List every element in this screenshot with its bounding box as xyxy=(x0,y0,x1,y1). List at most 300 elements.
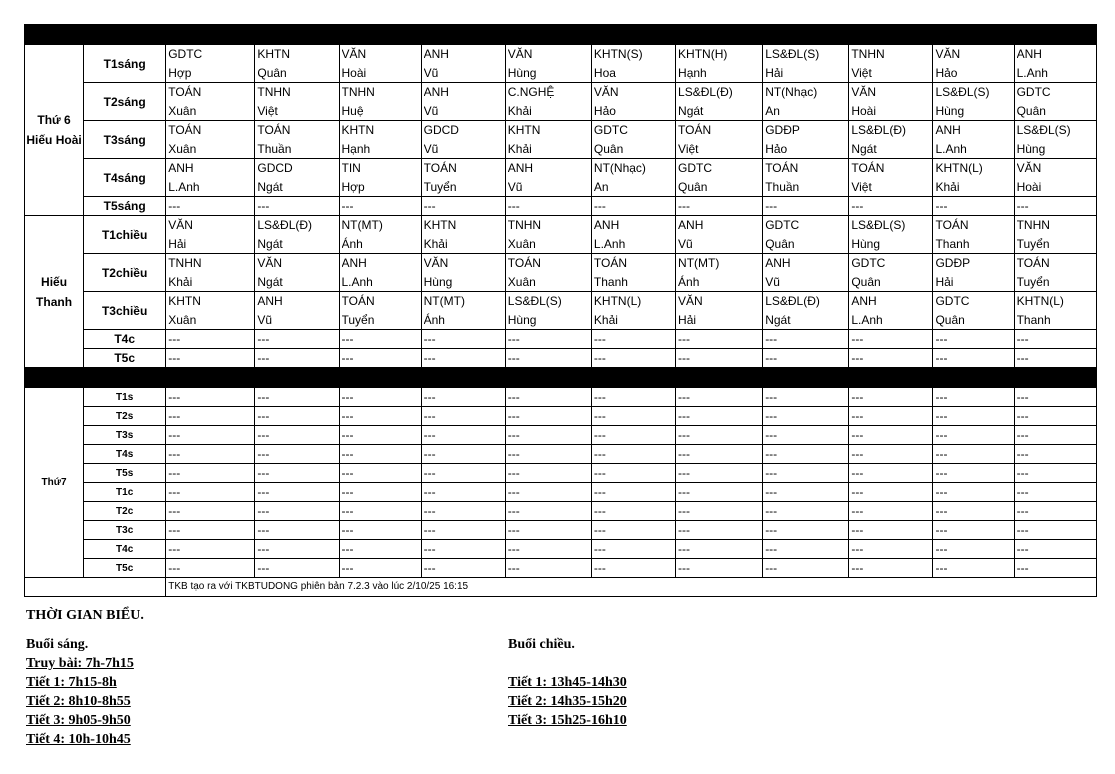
subject-name: --- xyxy=(851,351,864,365)
teacher-name: Hảo xyxy=(765,141,788,156)
subject-name: --- xyxy=(765,428,778,442)
subject-name: LS&ĐL(S) xyxy=(1016,123,1071,137)
subject-cell xyxy=(676,521,763,540)
subject-cell xyxy=(763,254,849,292)
subject-name: --- xyxy=(765,466,778,480)
subject-name: TNHN xyxy=(341,85,375,99)
teacher-name: Hải xyxy=(678,312,697,327)
teacher-name: Khải xyxy=(593,312,618,327)
table-row xyxy=(25,121,1097,159)
subject-name: --- xyxy=(423,351,436,365)
subject-name: --- xyxy=(168,523,181,537)
subject-name: --- xyxy=(257,523,270,537)
subject-name: --- xyxy=(1016,409,1029,423)
teacher-name: Hải xyxy=(168,236,187,251)
time-slot: Tiết 1: 13h45-14h30 xyxy=(508,675,627,690)
subject-cell xyxy=(255,464,339,483)
subject-cell xyxy=(676,445,763,464)
subject-cell xyxy=(763,388,849,407)
subject-name: --- xyxy=(168,542,181,556)
subject-cell xyxy=(763,407,849,426)
table-row xyxy=(25,464,1097,483)
subject-name: LS&ĐL(Đ) xyxy=(678,85,733,99)
subject-cell xyxy=(763,502,849,521)
day-label: Thứ 6 Hiếu Hoài xyxy=(25,45,84,216)
subject-name: VĂN xyxy=(593,85,619,99)
table-row xyxy=(25,330,1097,349)
subject-name: LS&ĐL(S) xyxy=(851,218,906,232)
subject-name: --- xyxy=(935,466,948,480)
subject-name: --- xyxy=(935,447,948,461)
subject-cell xyxy=(166,121,255,159)
subject-cell xyxy=(763,45,849,83)
subject-cell xyxy=(505,388,591,407)
teacher-name: Ngát xyxy=(851,141,877,156)
subject-cell xyxy=(339,254,421,292)
teacher-name: L.Anh xyxy=(851,312,883,327)
subject-name: NT(MT) xyxy=(678,256,720,270)
subject-name: ANH xyxy=(678,218,704,232)
subject-name: --- xyxy=(1016,447,1029,461)
teacher-name: Tuyển xyxy=(341,312,375,327)
subject-name: ANH xyxy=(168,161,194,175)
subject-cell xyxy=(849,483,933,502)
subject-name: --- xyxy=(765,332,778,346)
subject-name: --- xyxy=(507,351,520,365)
subject-name: --- xyxy=(765,542,778,556)
subject-name: KHTN xyxy=(507,123,541,137)
teacher-name: Ánh xyxy=(678,274,700,289)
subject-name: --- xyxy=(1016,428,1029,442)
subject-cell xyxy=(591,216,675,254)
subject-cell xyxy=(591,349,675,368)
teacher-name: Ngát xyxy=(257,274,283,289)
teacher-name: Huệ xyxy=(341,103,364,118)
subject-cell xyxy=(505,216,591,254)
subject-name: LS&ĐL(S) xyxy=(935,85,990,99)
subject-name: --- xyxy=(341,199,354,213)
subject-cell xyxy=(933,45,1014,83)
teacher-name: Hoài xyxy=(1016,179,1042,194)
teacher-name: L.Anh xyxy=(341,274,373,289)
footer-blank xyxy=(25,578,166,597)
subject-name: NT(MT) xyxy=(341,218,383,232)
subject-name: GDTC xyxy=(168,47,203,61)
subject-name: GDTC xyxy=(593,123,628,137)
subject-cell xyxy=(591,159,675,197)
subject-name: --- xyxy=(851,485,864,499)
subject-name: TOÁN xyxy=(1016,256,1050,270)
subject-cell xyxy=(255,559,339,578)
subject-cell xyxy=(849,292,933,330)
period-label: T1s xyxy=(84,388,166,407)
subject-name: --- xyxy=(168,390,181,404)
teacher-name: Hùng xyxy=(423,274,453,289)
period-label: T2c xyxy=(84,502,166,521)
subject-name: --- xyxy=(168,351,181,365)
subject-cell xyxy=(339,197,421,216)
subject-cell xyxy=(849,540,933,559)
subject-name: --- xyxy=(257,504,270,518)
subject-name: --- xyxy=(257,447,270,461)
table-row xyxy=(25,483,1097,502)
subject-name: --- xyxy=(765,390,778,404)
subject-cell xyxy=(505,521,591,540)
subject-name: --- xyxy=(851,199,864,213)
subject-name: --- xyxy=(765,485,778,499)
subject-name: NT(Nhạc) xyxy=(593,161,646,175)
subject-name: --- xyxy=(1016,561,1029,575)
subject-name: --- xyxy=(935,428,948,442)
period-label: T5s xyxy=(84,464,166,483)
subject-name: --- xyxy=(935,523,948,537)
subject-name: KHTN xyxy=(168,294,201,308)
subject-cell xyxy=(849,426,933,445)
subject-name: --- xyxy=(168,447,181,461)
subject-cell xyxy=(255,483,339,502)
subject-cell xyxy=(763,483,849,502)
subject-cell xyxy=(255,426,339,445)
subject-cell xyxy=(591,121,675,159)
subject-name: --- xyxy=(507,199,520,213)
subject-name: --- xyxy=(257,542,270,556)
subject-cell xyxy=(339,559,421,578)
subject-cell xyxy=(849,45,933,83)
time-slot: Tiết 2: 14h35-15h20 xyxy=(508,694,627,709)
subject-cell xyxy=(933,502,1014,521)
teacher-name: Thuần xyxy=(765,179,800,194)
subject-cell xyxy=(676,502,763,521)
subject-name: --- xyxy=(341,351,354,365)
subject-name: --- xyxy=(935,351,948,365)
subject-name: --- xyxy=(341,504,354,518)
subject-name: TNHN xyxy=(507,218,542,232)
subject-cell xyxy=(166,426,255,445)
subject-cell xyxy=(339,445,421,464)
teacher-name: Quân xyxy=(851,274,881,289)
subject-cell xyxy=(1014,388,1096,407)
subject-cell xyxy=(339,502,421,521)
teacher-name: L.Anh xyxy=(593,236,626,251)
subject-cell xyxy=(763,521,849,540)
subject-name: --- xyxy=(507,523,520,537)
period-label: T3chiều xyxy=(84,292,166,330)
subject-name: --- xyxy=(593,504,606,518)
subject-name: ANH xyxy=(423,47,449,61)
subject-cell xyxy=(505,502,591,521)
subject-cell xyxy=(166,159,255,197)
teacher-name: Hùng xyxy=(507,65,537,80)
subject-cell xyxy=(505,254,591,292)
subject-cell xyxy=(166,464,255,483)
subject-cell xyxy=(676,45,763,83)
subject-name: TOÁN xyxy=(168,85,202,99)
afternoon-heading: Buổi chiều. xyxy=(508,637,575,652)
subject-cell xyxy=(339,121,421,159)
subject-name: --- xyxy=(423,447,436,461)
subject-name: ANH xyxy=(851,294,877,308)
subject-cell xyxy=(339,83,421,121)
subject-name: TOÁN xyxy=(507,256,541,270)
subject-name: --- xyxy=(678,561,691,575)
subject-cell xyxy=(849,216,933,254)
teacher-name: Ngát xyxy=(678,103,704,118)
subject-name: KHTN(S) xyxy=(593,47,643,61)
subject-name: --- xyxy=(168,561,181,575)
subject-name: --- xyxy=(507,504,520,518)
subject-cell xyxy=(421,216,505,254)
period-label: T1c xyxy=(84,483,166,502)
subject-cell xyxy=(676,388,763,407)
subject-cell xyxy=(166,197,255,216)
subject-cell xyxy=(166,216,255,254)
table-row xyxy=(25,254,1097,292)
subject-name: --- xyxy=(765,351,778,365)
subject-name: --- xyxy=(257,485,270,499)
subject-name: GDĐP xyxy=(935,256,971,270)
subject-name: --- xyxy=(507,332,520,346)
subject-name: KHTN(L) xyxy=(593,294,642,308)
subject-cell xyxy=(505,121,591,159)
subject-name: --- xyxy=(678,466,691,480)
subject-name: --- xyxy=(507,428,520,442)
subject-cell xyxy=(339,159,421,197)
subject-cell xyxy=(933,540,1014,559)
subject-name: --- xyxy=(423,504,436,518)
subject-cell xyxy=(933,483,1014,502)
subject-cell xyxy=(255,388,339,407)
subject-cell xyxy=(505,540,591,559)
subject-cell xyxy=(255,521,339,540)
subject-cell xyxy=(1014,445,1096,464)
teacher-name: Hạnh xyxy=(341,141,371,156)
table-row xyxy=(25,83,1097,121)
teacher-name: L.Anh xyxy=(1016,65,1048,80)
teacher-name: Quân xyxy=(257,65,287,80)
subject-name: VĂN xyxy=(1016,161,1042,175)
subject-cell xyxy=(849,407,933,426)
subject-cell xyxy=(255,45,339,83)
subject-cell xyxy=(763,159,849,197)
subject-cell xyxy=(255,159,339,197)
teacher-name: Thanh xyxy=(1016,312,1051,327)
subject-cell xyxy=(339,426,421,445)
teacher-name: Tuyển xyxy=(423,179,457,194)
subject-cell xyxy=(676,292,763,330)
subject-name: KHTN xyxy=(257,47,291,61)
subject-cell xyxy=(591,540,675,559)
subject-name: TOÁN xyxy=(935,218,969,232)
subject-name: LS&ĐL(S) xyxy=(765,47,820,61)
period-label: T5c xyxy=(84,349,166,368)
teacher-name: Xuân xyxy=(168,141,197,156)
subject-cell xyxy=(339,349,421,368)
teacher-name: L.Anh xyxy=(935,141,967,156)
subject-name: --- xyxy=(257,561,270,575)
subject-name: --- xyxy=(507,542,520,556)
subject-cell xyxy=(166,407,255,426)
time-slot: Tiết 1: 7h15-8h xyxy=(26,675,117,690)
period-label: T2s xyxy=(84,407,166,426)
subject-name: VĂN xyxy=(678,294,703,308)
time-slot: Tiết 4: 10h-10h45 xyxy=(26,732,131,747)
teacher-name: Thanh xyxy=(593,274,628,289)
subject-cell xyxy=(1014,559,1096,578)
teacher-name: Ánh xyxy=(341,236,363,251)
teacher-name: Quân xyxy=(678,179,708,194)
subject-name: VĂN xyxy=(935,47,961,61)
day-label: Hiếu Thanh xyxy=(25,216,84,368)
subject-name: --- xyxy=(341,561,354,575)
teacher-name: Thanh xyxy=(935,236,970,251)
subject-name: KHTN(L) xyxy=(1016,294,1064,308)
subject-name: --- xyxy=(851,409,864,423)
table-row xyxy=(25,159,1097,197)
subject-name: --- xyxy=(678,542,691,556)
subject-name: --- xyxy=(257,409,270,423)
separator-bar xyxy=(25,368,1097,388)
teacher-name: Xuân xyxy=(507,236,536,251)
subject-cell xyxy=(166,254,255,292)
subject-name: --- xyxy=(257,332,270,346)
subject-cell xyxy=(676,483,763,502)
subject-name: --- xyxy=(168,504,181,518)
subject-cell xyxy=(676,159,763,197)
teacher-name: Hạnh xyxy=(678,65,707,80)
subject-cell xyxy=(849,502,933,521)
subject-cell xyxy=(1014,521,1096,540)
subject-name: ANH xyxy=(341,256,367,270)
teacher-name: Hợp xyxy=(168,65,192,80)
subject-cell xyxy=(339,330,421,349)
subject-cell xyxy=(166,45,255,83)
subject-name: ANH xyxy=(1016,47,1042,61)
subject-name: --- xyxy=(593,542,606,556)
subject-cell xyxy=(421,83,505,121)
subject-cell xyxy=(676,464,763,483)
subject-cell xyxy=(933,292,1014,330)
subject-cell xyxy=(421,45,505,83)
subject-name: --- xyxy=(341,390,354,404)
subject-cell xyxy=(255,292,339,330)
subject-cell xyxy=(591,45,675,83)
subject-cell xyxy=(763,121,849,159)
subject-cell xyxy=(505,445,591,464)
subject-cell xyxy=(505,159,591,197)
table-row xyxy=(25,521,1097,540)
morning-times xyxy=(26,654,134,749)
subject-name: --- xyxy=(423,409,436,423)
subject-name: GDTC xyxy=(1016,85,1051,99)
subject-cell xyxy=(166,292,255,330)
subject-cell xyxy=(421,445,505,464)
subject-cell xyxy=(763,426,849,445)
subject-name: --- xyxy=(257,199,270,213)
subject-cell xyxy=(255,216,339,254)
subject-cell xyxy=(849,445,933,464)
subject-cell xyxy=(591,445,675,464)
subject-cell xyxy=(676,407,763,426)
teacher-name: Hoa xyxy=(593,65,616,80)
subject-cell xyxy=(421,254,505,292)
table-row xyxy=(25,197,1097,216)
subject-name: --- xyxy=(678,409,691,423)
subject-name: NT(Nhạc) xyxy=(765,85,818,99)
subject-name: GDTC xyxy=(935,294,970,308)
subject-name: --- xyxy=(423,332,436,346)
teacher-name: Hoài xyxy=(851,103,877,118)
period-label: T4c xyxy=(84,330,166,349)
subject-name: --- xyxy=(851,447,864,461)
subject-name: --- xyxy=(851,466,864,480)
subject-name: --- xyxy=(257,466,270,480)
subject-name: KHTN(H) xyxy=(678,47,728,61)
subject-name: --- xyxy=(1016,504,1029,518)
subject-cell xyxy=(421,388,505,407)
subject-cell xyxy=(933,83,1014,121)
subject-cell xyxy=(591,83,675,121)
subject-cell xyxy=(763,197,849,216)
subject-name: --- xyxy=(257,390,270,404)
subject-name: --- xyxy=(341,409,354,423)
generator-note: TKB tạo ra với TKBTUDONG phiên bản 7.2.3 vào lúc 2/10/25 16:15 xyxy=(166,578,1097,597)
subject-name: --- xyxy=(765,504,778,518)
subject-name: LS&ĐL(Đ) xyxy=(765,294,820,308)
subject-name: TOÁN xyxy=(341,294,375,308)
subject-cell xyxy=(676,540,763,559)
subject-name: --- xyxy=(1016,523,1029,537)
subject-cell xyxy=(421,540,505,559)
subject-name: TNHN xyxy=(168,256,202,270)
subject-name: ANH xyxy=(507,161,534,175)
subject-cell xyxy=(166,445,255,464)
subject-name: --- xyxy=(851,504,864,518)
subject-cell xyxy=(421,426,505,445)
teacher-name: Hùng xyxy=(935,103,965,118)
subject-name: --- xyxy=(935,561,948,575)
subject-cell xyxy=(421,464,505,483)
subject-name: --- xyxy=(851,561,864,575)
subject-name: --- xyxy=(935,409,948,423)
subject-name: VĂN xyxy=(341,47,367,61)
subject-cell xyxy=(339,216,421,254)
subject-cell xyxy=(849,388,933,407)
subject-cell xyxy=(1014,83,1096,121)
subject-cell xyxy=(763,292,849,330)
subject-name: --- xyxy=(678,332,691,346)
subject-cell xyxy=(1014,254,1096,292)
teacher-name: Hùng xyxy=(1016,141,1046,156)
subject-cell xyxy=(763,464,849,483)
subject-cell xyxy=(1014,502,1096,521)
subject-name: TOÁN xyxy=(851,161,885,175)
subject-name: TIN xyxy=(341,161,361,175)
subject-name: GDTC xyxy=(678,161,713,175)
subject-name: GDCD xyxy=(257,161,293,175)
subject-cell xyxy=(421,121,505,159)
teacher-name: An xyxy=(765,103,780,118)
subject-cell xyxy=(591,483,675,502)
teacher-name: Xuân xyxy=(507,274,536,289)
subject-cell xyxy=(1014,540,1096,559)
subject-name: VĂN xyxy=(257,256,283,270)
subject-name: --- xyxy=(507,466,520,480)
teacher-name: Xuân xyxy=(168,103,197,118)
subject-cell xyxy=(255,83,339,121)
period-label: T4s xyxy=(84,445,166,464)
teacher-name: Hùng xyxy=(507,312,537,327)
subject-name: TOÁN xyxy=(257,123,291,137)
